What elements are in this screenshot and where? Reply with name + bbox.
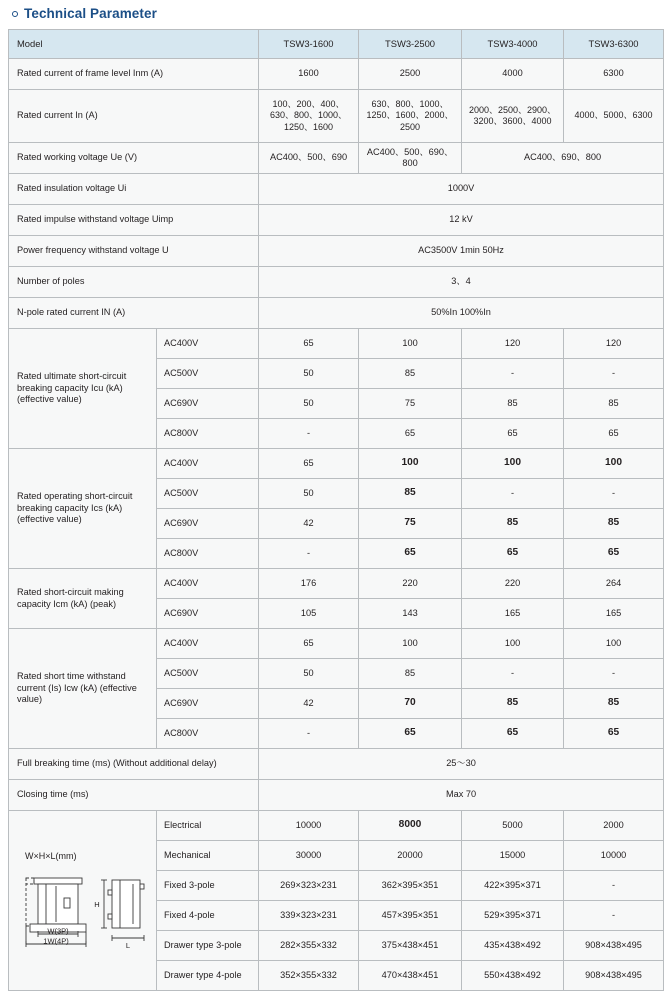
cell-electrical-6300: 2000 xyxy=(564,811,664,841)
cell-drawer4-2500: 470×438×451 xyxy=(359,961,462,991)
cell-icu-ac690v-2500: 75 xyxy=(359,389,462,419)
column-header-tsw3-2500: TSW3-2500 xyxy=(359,30,462,59)
cell-frame-level-2500: 2500 xyxy=(359,59,462,90)
cell-icm-ac400v-1600: 176 xyxy=(259,569,359,599)
subrow-label-icm-ac400v: AC400V xyxy=(157,569,259,599)
column-header-tsw3-4000: TSW3-4000 xyxy=(462,30,564,59)
cell-icw-ac500v-6300: - xyxy=(564,659,664,689)
cell-frame-level-6300: 6300 xyxy=(564,59,664,90)
cell-icw-ac690v-6300: 85 xyxy=(564,689,664,719)
cell-ics-ac400v-1600: 65 xyxy=(259,449,359,479)
subrow-label-icm-ac690v: AC690V xyxy=(157,599,259,629)
cell-icw-ac690v-1600: 42 xyxy=(259,689,359,719)
cell-ics-ac800v-6300: 65 xyxy=(564,539,664,569)
cell-icu-ac800v-6300: 65 xyxy=(564,419,664,449)
cell-icu-ac500v-2500: 85 xyxy=(359,359,462,389)
cell-mechanical-1600: 30000 xyxy=(259,841,359,871)
cell-icw-ac500v-1600: 50 xyxy=(259,659,359,689)
cell-icu-ac690v-1600: 50 xyxy=(259,389,359,419)
cell-drawer4-6300: 908×438×495 xyxy=(564,961,664,991)
cell-ics-ac800v-2500: 65 xyxy=(359,539,462,569)
table-row xyxy=(9,205,664,236)
cell-ics-ac690v-1600: 42 xyxy=(259,509,359,539)
table-row xyxy=(9,329,664,359)
cell-drawer3-4000: 435×438×492 xyxy=(462,931,564,961)
cell-icu-ac690v-4000: 85 xyxy=(462,389,564,419)
column-header-model: Model xyxy=(9,30,259,59)
cell-rated-current-6300: 4000、5000、6300 xyxy=(564,90,664,143)
cell-icm-ac690v-1600: 105 xyxy=(259,599,359,629)
cell-drawer3-6300: 908×438×495 xyxy=(564,931,664,961)
cell-icw-ac500v-4000: - xyxy=(462,659,564,689)
breaker-dimension-drawing xyxy=(16,864,152,952)
dimension-label: W×H×L(mm) xyxy=(25,850,77,861)
table-header-row xyxy=(9,30,664,59)
cell-ics-ac800v-4000: 65 xyxy=(462,539,564,569)
row-label-icw: Rated short time withstand current (Is) Icw (kA) (effective value) xyxy=(9,629,157,749)
cell-icu-ac800v-2500: 65 xyxy=(359,419,462,449)
cell-working-voltage-1600: AC400、500、690 xyxy=(259,143,359,174)
cell-fixed4-2500: 457×395×351 xyxy=(359,901,462,931)
cell-power-frequency: AC3500V 1min 50Hz xyxy=(259,236,664,267)
cell-icw-ac800v-4000: 65 xyxy=(462,719,564,749)
cell-icu-ac500v-6300: - xyxy=(564,359,664,389)
row-label-power-frequency: Power frequency withstand voltage U xyxy=(9,236,259,267)
cell-working-voltage-2500: AC400、500、690、800 xyxy=(359,143,462,174)
table-row xyxy=(9,811,664,841)
subrow-label-icu-ac690v: AC690V xyxy=(157,389,259,419)
cell-closing-time: Max 70 xyxy=(259,780,664,811)
cell-electrical-4000: 5000 xyxy=(462,811,564,841)
cell-icw-ac800v-6300: 65 xyxy=(564,719,664,749)
cell-poles: 3、4 xyxy=(259,267,664,298)
row-label-frame-level: Rated current of frame level Inm (A) xyxy=(9,59,259,90)
subrow-label-ics-ac800v: AC800V xyxy=(157,539,259,569)
cell-icw-ac400v-1600: 65 xyxy=(259,629,359,659)
column-header-tsw3-6300: TSW3-6300 xyxy=(564,30,664,59)
subrow-label-ics-ac400v: AC400V xyxy=(157,449,259,479)
cell-ics-ac800v-1600: - xyxy=(259,539,359,569)
row-label-rated-current: Rated current In (A) xyxy=(9,90,259,143)
cell-icu-ac400v-1600: 65 xyxy=(259,329,359,359)
subrow-label-ics-ac500v: AC500V xyxy=(157,479,259,509)
cell-icw-ac400v-4000: 100 xyxy=(462,629,564,659)
subrow-label-mechanical: Mechanical xyxy=(157,841,259,871)
cell-icu-ac690v-6300: 85 xyxy=(564,389,664,419)
cell-icu-ac400v-4000: 120 xyxy=(462,329,564,359)
table-row xyxy=(9,298,664,329)
row-label-npole-current: N-pole rated current IN (A) xyxy=(9,298,259,329)
subrow-label-icw-ac400v: AC400V xyxy=(157,629,259,659)
subrow-label-icw-ac690v: AC690V xyxy=(157,689,259,719)
cell-insulation-voltage: 1000V xyxy=(259,174,664,205)
cell-ics-ac500v-1600: 50 xyxy=(259,479,359,509)
cell-fixed4-1600: 339×323×231 xyxy=(259,901,359,931)
table-row xyxy=(9,59,664,90)
cell-drawer4-4000: 550×438×492 xyxy=(462,961,564,991)
cell-icu-ac500v-4000: - xyxy=(462,359,564,389)
column-header-tsw3-1600: TSW3-1600 xyxy=(259,30,359,59)
row-label-impulse-voltage: Rated impulse withstand voltage Uimp xyxy=(9,205,259,236)
table-row xyxy=(9,174,664,205)
cell-icw-ac690v-4000: 85 xyxy=(462,689,564,719)
cell-ics-ac500v-2500: 85 xyxy=(359,479,462,509)
cell-fixed3-4000: 422×395×371 xyxy=(462,871,564,901)
table-row xyxy=(9,629,664,659)
cell-icu-ac400v-6300: 120 xyxy=(564,329,664,359)
cell-mechanical-6300: 10000 xyxy=(564,841,664,871)
dimension-diagram-cell xyxy=(9,811,157,991)
cell-full-breaking-time: 25～30 xyxy=(259,749,664,780)
cell-ics-ac400v-6300: 100 xyxy=(564,449,664,479)
table-row xyxy=(9,449,664,479)
row-label-insulation-voltage: Rated insulation voltage Ui xyxy=(9,174,259,205)
row-label-ics: Rated operating short-circuit breaking capacity Ics (kA) (effective value) xyxy=(9,449,157,569)
cell-electrical-2500: 8000 xyxy=(359,811,462,841)
cell-frame-level-4000: 4000 xyxy=(462,59,564,90)
subrow-label-icu-ac500v: AC500V xyxy=(157,359,259,389)
row-label-icu: Rated ultimate short-circuit breaking capacity Icu (kA) (effective value) xyxy=(9,329,157,449)
drawing-label-l: L xyxy=(125,941,130,951)
page-title-text: Technical Parameter xyxy=(24,6,157,21)
subrow-label-icw-ac500v: AC500V xyxy=(157,659,259,689)
subrow-label-icw-ac800v: AC800V xyxy=(157,719,259,749)
cell-working-voltage-4000-6300: AC400、690、800 xyxy=(462,143,664,174)
subrow-label-fixed-3-pole: Fixed 3-pole xyxy=(157,871,259,901)
cell-rated-current-2500: 630、800、1000、1250、1600、2000、2500 xyxy=(359,90,462,143)
cell-mechanical-4000: 15000 xyxy=(462,841,564,871)
cell-rated-current-4000: 2000、2500、2900、3200、3600、4000 xyxy=(462,90,564,143)
cell-rated-current-1600: 100、200、400、630、800、1000、1250、1600 xyxy=(259,90,359,143)
cell-icw-ac500v-2500: 85 xyxy=(359,659,462,689)
page-title xyxy=(8,0,663,29)
row-label-working-voltage: Rated working voltage Ue (V) xyxy=(9,143,259,174)
cell-icm-ac400v-2500: 220 xyxy=(359,569,462,599)
subrow-label-fixed-4-pole: Fixed 4-pole xyxy=(157,901,259,931)
cell-electrical-1600: 10000 xyxy=(259,811,359,841)
subrow-label-drawer-4-pole: Drawer type 4-pole xyxy=(157,961,259,991)
cell-fixed4-4000: 529×395×371 xyxy=(462,901,564,931)
table-row xyxy=(9,267,664,298)
cell-icw-ac400v-2500: 100 xyxy=(359,629,462,659)
cell-icu-ac800v-4000: 65 xyxy=(462,419,564,449)
cell-ics-ac500v-4000: - xyxy=(462,479,564,509)
row-label-poles: Number of poles xyxy=(9,267,259,298)
table-row xyxy=(9,749,664,780)
drawing-label-w3p: W(3P) xyxy=(46,926,69,936)
subrow-label-drawer-3-pole: Drawer type 3-pole xyxy=(157,931,259,961)
cell-frame-level-1600: 1600 xyxy=(259,59,359,90)
cell-drawer3-2500: 375×438×451 xyxy=(359,931,462,961)
cell-drawer4-1600: 352×355×332 xyxy=(259,961,359,991)
table-row xyxy=(9,143,664,174)
row-label-icm: Rated short-circuit making capacity Icm (kA) (peak) xyxy=(9,569,157,629)
cell-ics-ac690v-2500: 75 xyxy=(359,509,462,539)
cell-icu-ac500v-1600: 50 xyxy=(259,359,359,389)
cell-drawer3-1600: 282×355×332 xyxy=(259,931,359,961)
cell-icw-ac400v-6300: 100 xyxy=(564,629,664,659)
cell-ics-ac400v-2500: 100 xyxy=(359,449,462,479)
subrow-label-electrical: Electrical xyxy=(157,811,259,841)
row-label-full-breaking-time: Full breaking time (ms) (Without additional delay) xyxy=(9,749,259,780)
cell-icw-ac800v-2500: 65 xyxy=(359,719,462,749)
subrow-label-ics-ac690v: AC690V xyxy=(157,509,259,539)
specification-table xyxy=(8,29,664,991)
bullet-circle-icon xyxy=(12,11,18,17)
cell-icw-ac690v-2500: 70 xyxy=(359,689,462,719)
cell-icm-ac690v-4000: 165 xyxy=(462,599,564,629)
cell-ics-ac400v-4000: 100 xyxy=(462,449,564,479)
cell-fixed3-1600: 269×323×231 xyxy=(259,871,359,901)
table-row xyxy=(9,569,664,599)
cell-ics-ac500v-6300: - xyxy=(564,479,664,509)
cell-icw-ac800v-1600: - xyxy=(259,719,359,749)
cell-ics-ac690v-6300: 85 xyxy=(564,509,664,539)
cell-icm-ac690v-6300: 165 xyxy=(564,599,664,629)
cell-icu-ac800v-1600: - xyxy=(259,419,359,449)
table-row xyxy=(9,780,664,811)
cell-fixed3-2500: 362×395×351 xyxy=(359,871,462,901)
subrow-label-icu-ac800v: AC800V xyxy=(157,419,259,449)
cell-ics-ac690v-4000: 85 xyxy=(462,509,564,539)
drawing-label-h: H xyxy=(93,900,100,910)
cell-fixed4-6300: - xyxy=(564,901,664,931)
cell-impulse-voltage: 12 kV xyxy=(259,205,664,236)
table-row xyxy=(9,90,664,143)
cell-icm-ac400v-4000: 220 xyxy=(462,569,564,599)
cell-icm-ac690v-2500: 143 xyxy=(359,599,462,629)
table-row xyxy=(9,236,664,267)
subrow-label-icu-ac400v: AC400V xyxy=(157,329,259,359)
cell-npole-current: 50%In 100%In xyxy=(259,298,664,329)
row-label-closing-time: Closing time (ms) xyxy=(9,780,259,811)
cell-fixed3-6300: - xyxy=(564,871,664,901)
cell-icm-ac400v-6300: 264 xyxy=(564,569,664,599)
drawing-label-w4p: 1W(4P) xyxy=(42,936,69,946)
cell-mechanical-2500: 20000 xyxy=(359,841,462,871)
cell-icu-ac400v-2500: 100 xyxy=(359,329,462,359)
